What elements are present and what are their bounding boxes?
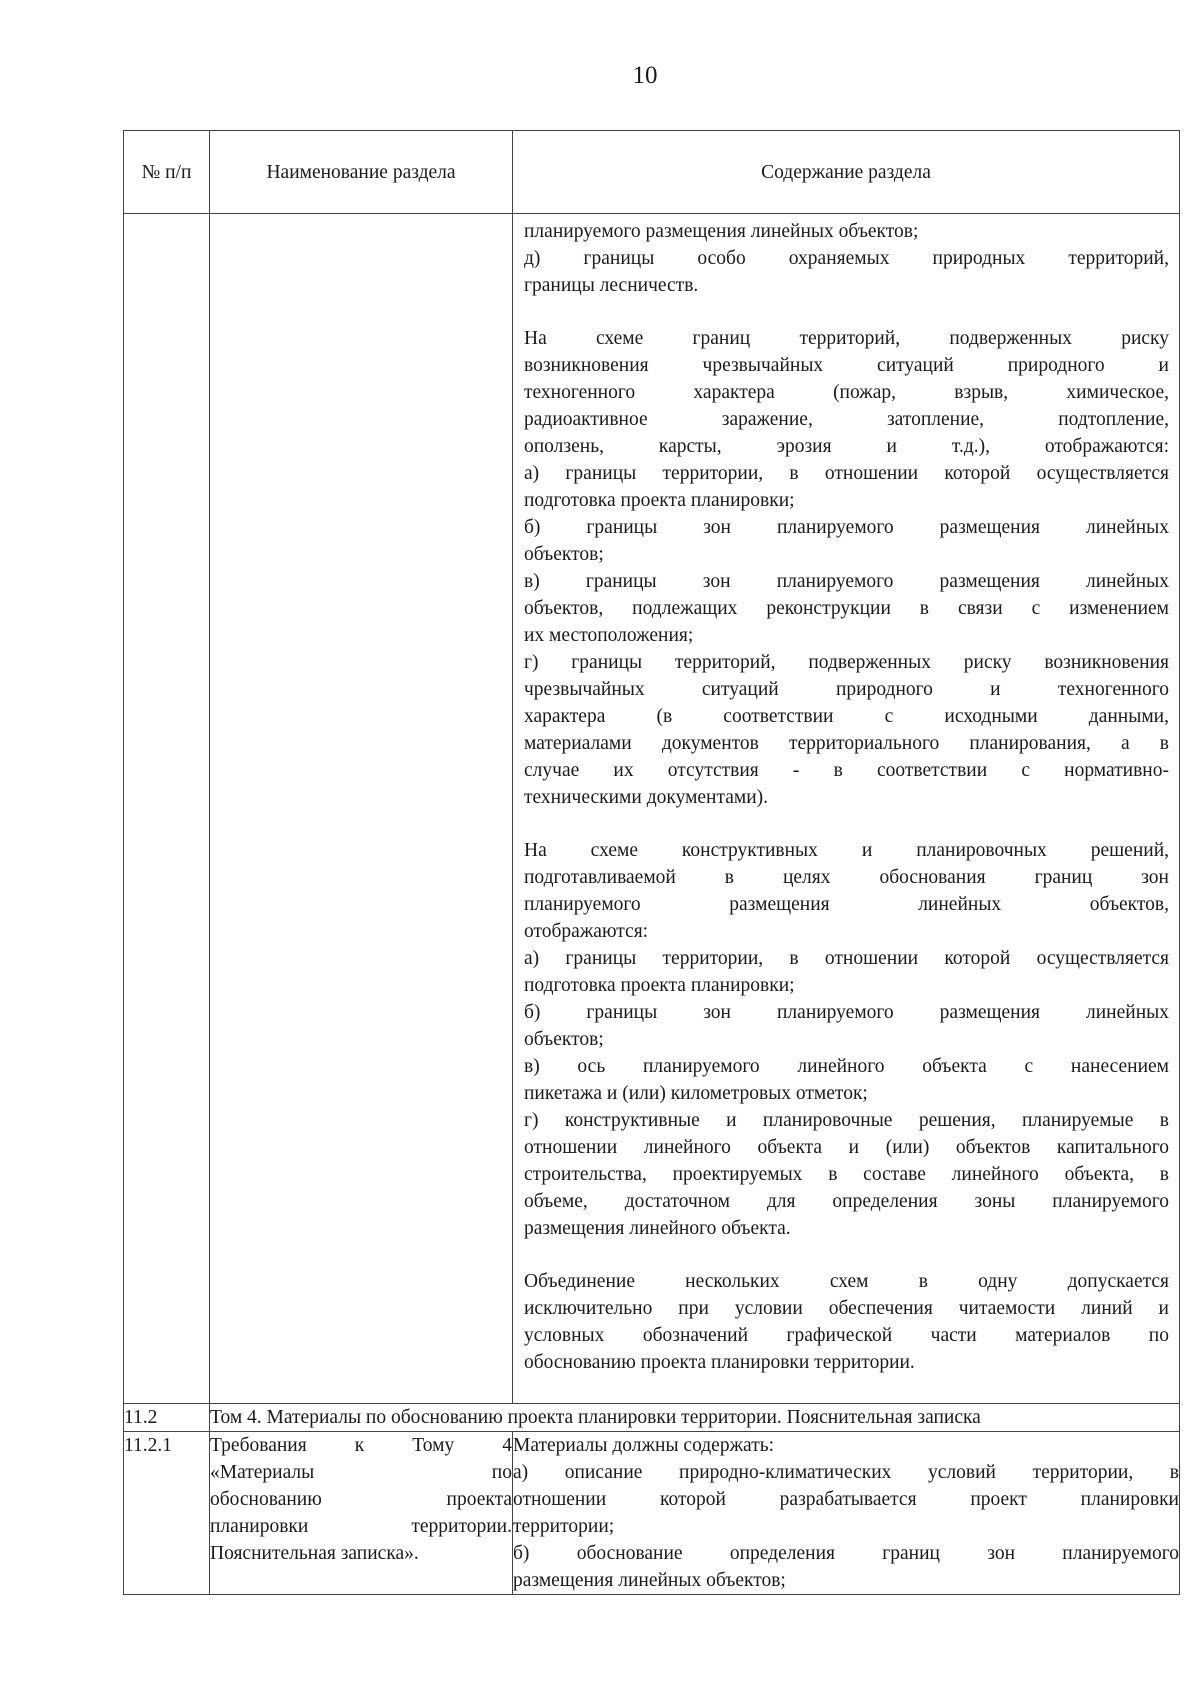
content-paragraph: [524, 325, 1169, 811]
content-paragraph-line: подготовка проекта планировки;: [524, 490, 795, 511]
header-section-content: Содержание раздела: [513, 131, 1180, 214]
page-number: 10: [632, 62, 658, 89]
content-paragraph-line: г) конструктивные и планировочные решения, планируемые в: [524, 1110, 1169, 1131]
content-paragraph-line: в) ось планируемого линейного объекта с нанесением: [524, 1056, 1169, 1077]
item-name-line: планировки территории.: [210, 1516, 512, 1537]
content-paragraph-line: их местоположения;: [524, 625, 694, 646]
content-paragraph: [524, 218, 1169, 299]
content-paragraph-line: объектов;: [524, 1029, 604, 1050]
section-number: 11.2: [124, 1404, 210, 1432]
specification-table: [123, 130, 1180, 1595]
content-paragraph-line: г) границы территорий, подверженных риску возникновения: [524, 652, 1169, 673]
content-paragraph-line: На схеме конструктивных и планировочных решений,: [524, 840, 1169, 861]
content-paragraph-line: характера (в соответствии с исходными данными,: [524, 706, 1169, 727]
item-number: 11.2.1: [124, 1432, 210, 1595]
header-number: № п/п: [124, 131, 210, 214]
section-row: [124, 1404, 1180, 1432]
content-paragraph-line: размещения линейного объекта.: [524, 1218, 791, 1239]
item-name-line: «Материалы по: [210, 1462, 512, 1483]
content-paragraph-line: обоснованию проекта планировки территории.: [524, 1352, 915, 1373]
content-paragraph-line: техническими документами).: [524, 787, 769, 808]
continued-content: [513, 214, 1179, 1376]
content-paragraph-line: в) границы зон планируемого размещения линейных: [524, 571, 1169, 592]
content-paragraph-line: объеме, достаточном для определения зоны планируемого: [524, 1191, 1169, 1212]
section-title: Том 4. Материалы по обоснованию проекта планировки территории. Пояснительная записка: [210, 1404, 1180, 1432]
content-paragraph-line: границы лесничеств.: [524, 275, 699, 296]
continued-number-cell: [124, 214, 210, 1404]
content-paragraph-line: объектов;: [524, 544, 604, 565]
continued-content-cell: [513, 214, 1180, 1404]
item-name-line: Требования к Тому 4: [210, 1435, 512, 1456]
content-paragraph-line: объектов, подлежащих реконструкции в связи с изменением: [524, 598, 1169, 619]
item-name: [210, 1432, 513, 1595]
content-paragraph-line: возникновения чрезвычайных ситуаций природного и: [524, 355, 1169, 376]
content-paragraph: [524, 1268, 1169, 1376]
content-paragraph-line: строительства, проектируемых в составе линейного объекта, в: [524, 1164, 1169, 1185]
item-name-line: обоснованию проекта: [210, 1489, 512, 1510]
content-paragraph-line: отображаются:: [524, 921, 649, 942]
content-paragraph-line: техногенного характера (пожар, взрыв, химическое,: [524, 382, 1169, 403]
content-paragraph-line: исключительно при условии обеспечения читаемости линий и: [524, 1298, 1169, 1319]
content-paragraph-line: д) границы особо охраняемых природных территорий,: [524, 248, 1169, 269]
content-paragraph-line: пикетажа и (или) километровых отметок;: [524, 1083, 868, 1104]
content-paragraph: [524, 837, 1169, 1242]
content-paragraph-line: а) границы территории, в отношении которой осуществляется: [524, 948, 1169, 969]
content-paragraph-line: чрезвычайных ситуаций природного и техногенного: [524, 679, 1169, 700]
content-paragraph-line: На схеме границ территорий, подверженных риску: [524, 328, 1169, 349]
continued-row: [124, 214, 1180, 1404]
content-paragraph-line: б) границы зон планируемого размещения линейных: [524, 1002, 1169, 1023]
content-paragraph-line: случае их отсутствия - в соответствии с нормативно-: [524, 760, 1169, 781]
content-paragraph-line: условных обозначений графической части материалов по: [524, 1325, 1169, 1346]
content-paragraph-line: подготовка проекта планировки;: [524, 975, 795, 996]
content-paragraph-line: подготавливаемой в целях обоснования границ зон: [524, 867, 1169, 888]
content-paragraph-line: отношении линейного объекта и (или) объектов капитального: [524, 1137, 1169, 1158]
item-row: [124, 1432, 1180, 1595]
item-content-line: б) обоснование определения границ зон планируемого: [513, 1543, 1179, 1564]
header-section-name: Наименование раздела: [210, 131, 513, 214]
content-paragraph-line: оползень, карсты, эрозия и т.д.), отображаются:: [524, 436, 1169, 457]
item-content-line: размещения линейных объектов;: [513, 1570, 786, 1591]
content-paragraph-line: б) границы зон планируемого размещения линейных: [524, 517, 1169, 538]
item-content-line: Материалы должны содержать:: [513, 1435, 775, 1456]
content-paragraph-line: материалами документов территориального планирования, а в: [524, 733, 1169, 754]
continued-name-cell: [210, 214, 513, 1404]
table-header-row: [124, 131, 1180, 214]
content-paragraph-line: Объединение нескольких схем в одну допускается: [524, 1271, 1169, 1292]
item-name-line: Пояснительная записка».: [210, 1543, 419, 1564]
content-paragraph-line: планируемого размещения линейных объектов,: [524, 894, 1169, 915]
content-paragraph-line: радиоактивное заражение, затопление, подтопление,: [524, 409, 1169, 430]
item-content-line: отношении которой разрабатывается проект планировки: [513, 1489, 1179, 1510]
item-content-line: а) описание природно-климатических условий территории, в: [513, 1462, 1179, 1483]
content-paragraph-line: планируемого размещения линейных объектов;: [524, 221, 919, 242]
content-paragraph-line: а) границы территории, в отношении которой осуществляется: [524, 463, 1169, 484]
item-content-line: территории;: [513, 1516, 615, 1537]
item-content: [513, 1432, 1180, 1595]
